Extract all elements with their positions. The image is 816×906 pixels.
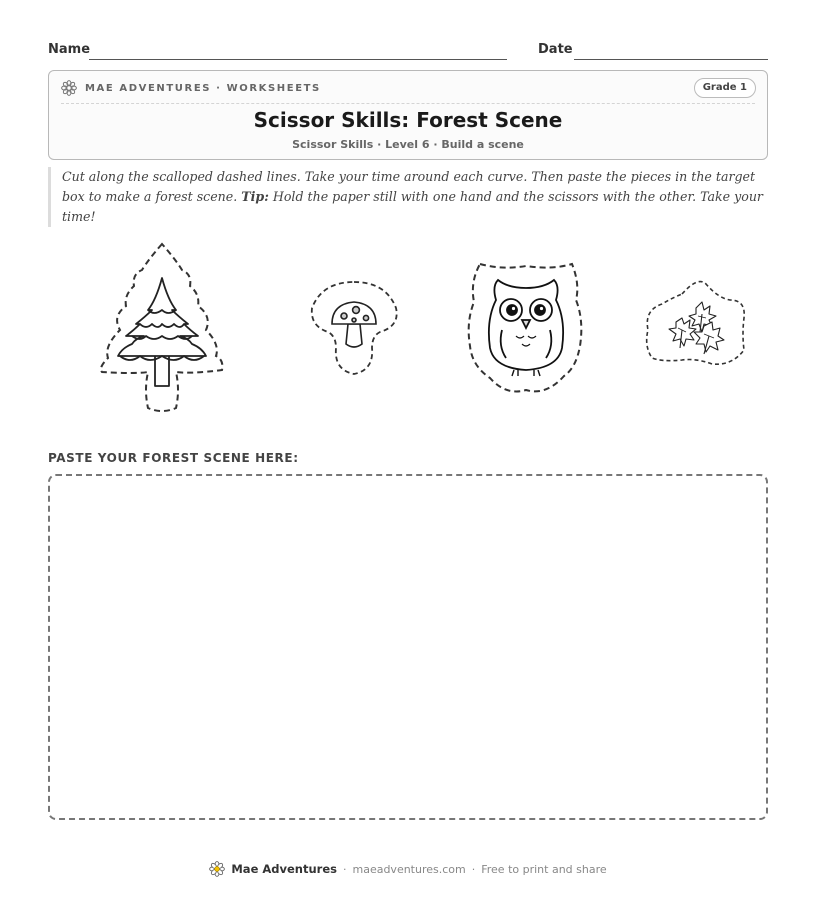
paste-area-label: PASTE YOUR FOREST SCENE HERE:: [48, 451, 299, 465]
name-date-row: [48, 42, 768, 62]
pine-tree-icon: [118, 278, 206, 386]
tip-label: Tip:: [241, 189, 269, 204]
footer-url[interactable]: maeadventures.com: [352, 862, 466, 876]
footer-separator: ·: [342, 862, 347, 876]
header-divider: [61, 103, 755, 104]
page-subtitle: Scissor Skills · Level 6 · Build a scene: [292, 138, 524, 151]
mushroom-icon: [332, 302, 376, 347]
owl-cutout[interactable]: [466, 260, 586, 398]
owl-icon: [489, 280, 563, 376]
page-title: Scissor Skills: Forest Scene: [253, 108, 563, 132]
tip-text: Hold the paper still with one hand and the scissors with the other. Take your time!: [62, 189, 763, 224]
instructions: [48, 167, 772, 227]
worksheet-header: [48, 70, 768, 160]
flower-logo-icon: [209, 861, 225, 877]
name-field[interactable]: [89, 59, 507, 60]
footer-note: Free to print and share: [481, 862, 607, 876]
pine-tree-cutout[interactable]: [96, 240, 228, 415]
brand-label: MAE ADVENTURES · WORKSHEETS: [85, 82, 321, 94]
paste-target-box[interactable]: [48, 474, 768, 820]
autumn-leaves-cutout[interactable]: [642, 274, 748, 370]
footer-separator: ·: [471, 862, 476, 876]
instructions-text: Cut along the scalloped dashed lines. Take your time around each curve. Then paste the pieces in the target box to make a forest scene.: [62, 169, 756, 204]
date-label: Date: [538, 42, 573, 57]
mushroom-cutout[interactable]: [308, 278, 400, 378]
cutout-pieces: [48, 230, 768, 425]
name-label: Name: [48, 42, 91, 57]
flower-logo-icon: [61, 80, 77, 96]
date-field[interactable]: [574, 59, 768, 60]
brand-row: [61, 80, 321, 96]
grade-badge: Grade 1: [694, 78, 756, 98]
footer-brand: Mae Adventures: [231, 862, 337, 876]
autumn-leaves-icon: [669, 302, 724, 354]
footer: [0, 860, 816, 878]
